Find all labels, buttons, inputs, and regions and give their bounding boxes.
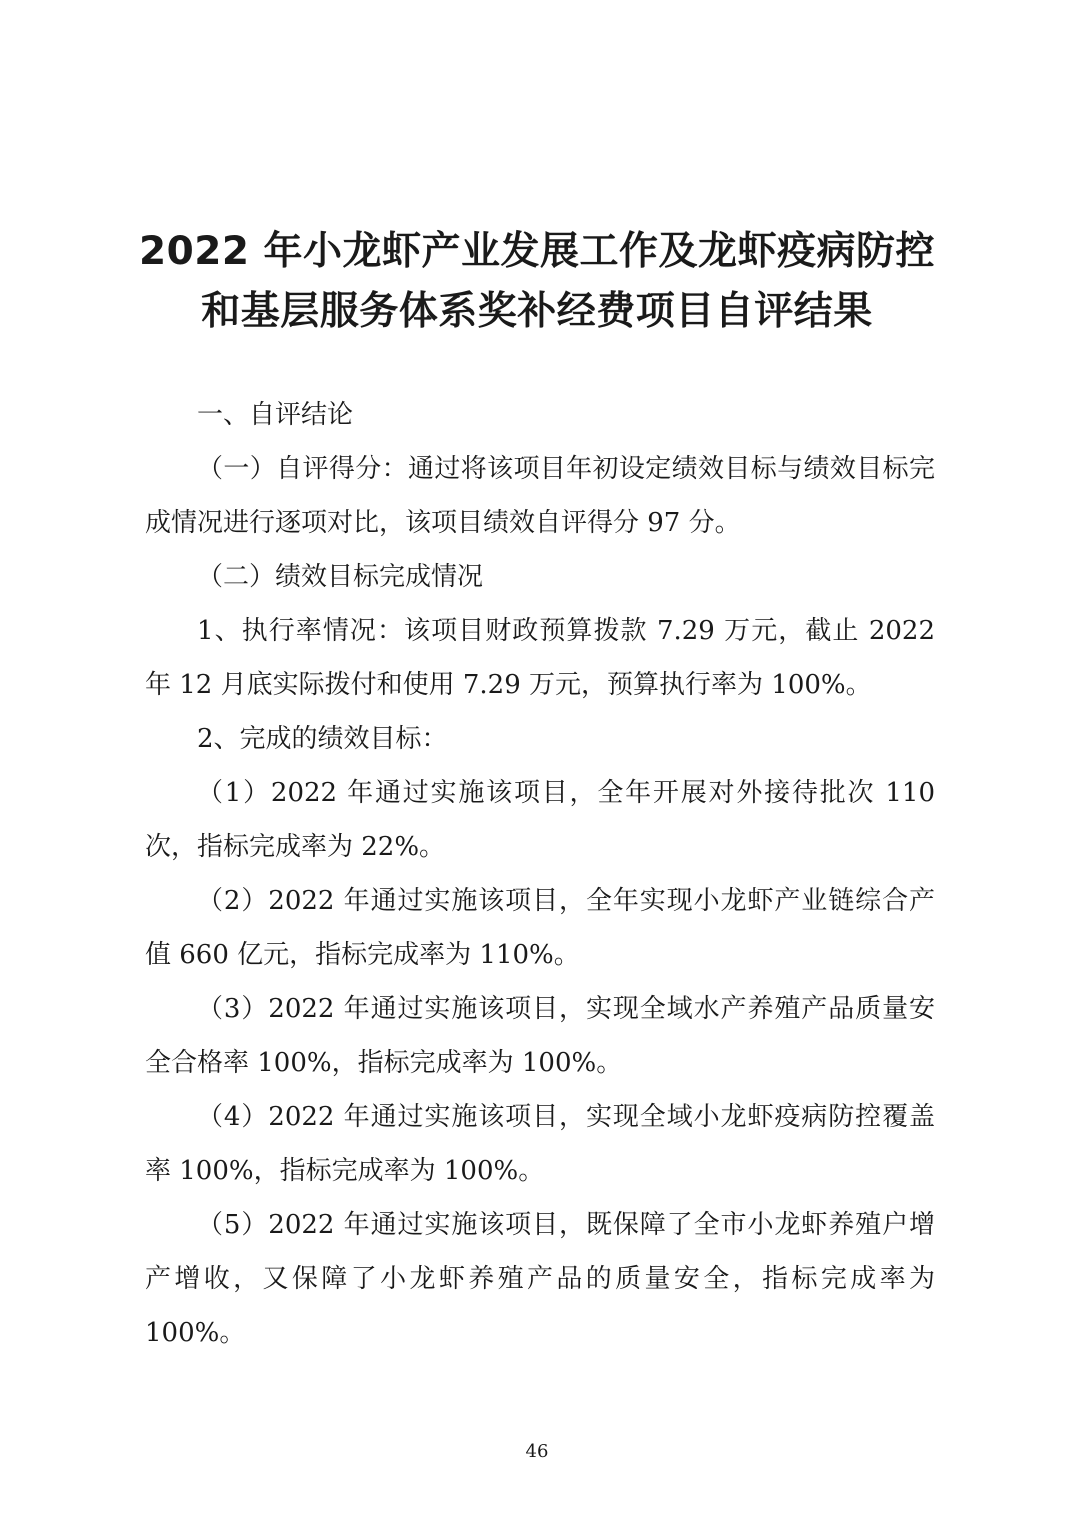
- title-line-2: 和基层服务体系奖补经费项目自评结果: [201, 289, 873, 334]
- list-item-5: （5）2022 年通过实施该项目，既保障了全市小龙虾养殖户增产增收，又保障了小龙虾养殖产品的质量安全，指标完成率为 100%。: [145, 1210, 935, 1348]
- list-item-2: （2）2022 年通过实施该项目，全年实现小龙虾产业链综合产值 660 亿元，指标完成率为 110%。: [145, 886, 935, 970]
- document-body: [145, 388, 935, 1360]
- list-item-3: （3）2022 年通过实施该项目，实现全域水产养殖产品质量安全合格率 100%，指标完成率为 100%。: [145, 994, 935, 1078]
- paragraph-execution-rate: 1、执行率情况：该项目财政预算拨款 7.29 万元，截止 2022 年 12 月底实际拨付和使用 7.29 万元，预算执行率为 100%。: [145, 616, 935, 700]
- title-line-1: 2022 年小龙虾产业发展工作及龙虾疫病防控: [138, 229, 936, 274]
- list-item-4: （4）2022 年通过实施该项目，实现全域小龙虾疫病防控覆盖率 100%，指标完成率为 100%。: [145, 1102, 935, 1186]
- page-number: 46: [525, 1441, 549, 1462]
- paragraph-completed-goals: 2、完成的绩效目标：: [197, 724, 448, 754]
- document-title: [100, 222, 974, 342]
- paragraph-score: （一）自评得分：通过将该项目年初设定绩效目标与绩效目标完成情况进行逐项对比，该项目绩效自评得分 97 分。: [145, 454, 935, 538]
- subsection-heading-goals: （二）绩效目标完成情况: [197, 562, 484, 592]
- list-item-1: （1）2022 年通过实施该项目，全年开展对外接待批次 110 次，指标完成率为 22%。: [145, 778, 935, 862]
- section-heading-self-evaluation: 一、自评结论: [197, 400, 354, 430]
